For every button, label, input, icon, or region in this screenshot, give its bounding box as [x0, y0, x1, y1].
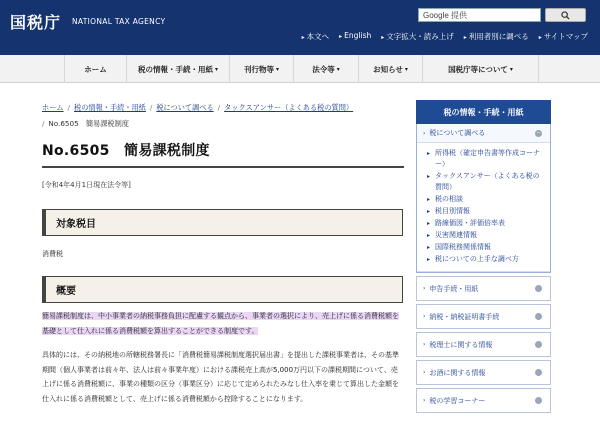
- util-link-skip[interactable]: ▸ 本文へ: [301, 32, 330, 41]
- chevron-down-icon: ▾: [404, 65, 408, 73]
- site-logo-en: NATIONAL TAX AGENCY: [72, 17, 166, 26]
- arrow-right-icon: ▸: [301, 34, 305, 41]
- arrow-right-icon: ▸: [381, 34, 385, 41]
- util-link-sitemap[interactable]: ▸ サイトマップ: [538, 32, 588, 41]
- nav-home[interactable]: ホーム: [65, 55, 127, 83]
- expand-icon[interactable]: [535, 285, 542, 292]
- as-of-date: [令和4年4月1日現在法令等]: [42, 181, 131, 189]
- collapse-icon[interactable]: −: [536, 130, 541, 136]
- search-placeholder: Google 提供: [423, 10, 468, 20]
- sidebar-item-liquor[interactable]: › お酒に関する情報: [416, 360, 551, 385]
- chevron-right-icon: ›: [423, 285, 426, 292]
- site-logo[interactable]: 国税庁: [10, 13, 62, 32]
- arrow-right-icon: ▸: [339, 33, 343, 40]
- sidebar-item-research[interactable]: › 税について調べる −: [417, 124, 550, 143]
- chevron-right-icon: ›: [423, 129, 426, 137]
- overview-body: 具体的には、その納税地の所轄税務署長に「消費税簡易課税制度選択届出書」を提出した課税事業者は、その基準期間（個人事業者は前々年、法人は前々事業年度）における課税売上高が5,000万円以下の課税期間について、売上げに係る消費税額に、事業の種類の区分（事業区分）に応じて定められたみなし仕入率を乗じて算出した金額を仕入れに係る消費税額として、売上げに係る消費税額から控除することになります。: [42, 351, 399, 403]
- search-button[interactable]: [545, 8, 586, 22]
- search-icon: [561, 11, 570, 20]
- chevron-right-icon: ›: [423, 369, 426, 376]
- title-divider: [42, 166, 404, 168]
- site-header: [0, 0, 600, 55]
- sidebar-sub-item[interactable]: ▸ 所得税（確定申告書等作成コーナー）: [427, 148, 542, 170]
- expand-icon[interactable]: [535, 313, 542, 320]
- utility-links: [302, 31, 588, 42]
- nav-laws[interactable]: 法令等 ▾: [294, 55, 359, 83]
- sidebar: [416, 100, 551, 413]
- chevron-right-icon: ›: [423, 397, 426, 404]
- expand-icon[interactable]: [535, 341, 542, 348]
- sidebar-sub-item[interactable]: ▸ 税目別情報: [427, 206, 542, 217]
- breadcrumb-home[interactable]: ホーム: [42, 103, 64, 112]
- breadcrumb-tax-answer[interactable]: タックスアンサー（よくある税の質問）: [224, 103, 354, 112]
- arrow-right-icon: ▸: [463, 34, 467, 41]
- nav-tax-info[interactable]: 税の情報・手続・用紙 ▾: [127, 55, 230, 83]
- section-heading-overview: 概要: [42, 276, 403, 303]
- global-nav: [0, 55, 600, 83]
- sidebar-item-learning[interactable]: › 税の学習コーナー: [416, 388, 551, 413]
- expand-icon[interactable]: [535, 397, 542, 404]
- breadcrumb: ホーム / 税の情報・手続・用紙 / 税について調べる / タックスアンサー（よくある税の質問） / No.6505 簡易課税制度: [42, 103, 354, 128]
- sidebar-item-payment[interactable]: › 納税・納税証明書手続: [416, 304, 551, 329]
- util-link-by-user[interactable]: ▸ 利用者別に調べる: [463, 32, 529, 41]
- expand-icon[interactable]: [535, 369, 542, 376]
- chevron-right-icon: ›: [423, 341, 426, 348]
- sidebar-sub-item[interactable]: ▸ 国際税務関係情報: [427, 242, 542, 253]
- breadcrumb-research[interactable]: 税について調べる: [156, 103, 214, 112]
- sidebar-sub-list: [417, 143, 550, 272]
- nav-about[interactable]: 国税庁等について ▾: [423, 55, 539, 83]
- sidebar-title: 税の情報・手続・用紙: [416, 100, 551, 124]
- arrow-right-icon: ▸: [538, 34, 542, 41]
- nav-news[interactable]: お知らせ ▾: [359, 55, 423, 83]
- util-link-english[interactable]: ▸ English: [339, 31, 372, 40]
- section-heading-target-tax: 対象税目: [42, 209, 403, 236]
- sidebar-item-filing[interactable]: › 申告手続・用紙: [416, 276, 551, 301]
- sidebar-item-tax-accountant[interactable]: › 税理士に関する情報: [416, 332, 551, 357]
- sidebar-sub-item[interactable]: ▸ 税についての上手な調べ方: [427, 254, 542, 265]
- sidebar-sub-item[interactable]: ▸ 路線価図・評価倍率表: [427, 218, 542, 229]
- breadcrumb-tax-info[interactable]: 税の情報・手続・用紙: [74, 103, 146, 112]
- target-tax-text: 消費税: [42, 250, 63, 258]
- nav-publications[interactable]: 刊行物等 ▾: [230, 55, 294, 83]
- chevron-down-icon: ▾: [336, 65, 340, 73]
- chevron-down-icon: ▾: [509, 65, 513, 73]
- breadcrumb-current: No.6505 簡易課税制度: [48, 119, 129, 128]
- sidebar-sub-item[interactable]: ▸ 税の相談: [427, 194, 542, 205]
- sidebar-sub-item[interactable]: ▸ タックスアンサー（よくある税の質問）: [427, 171, 542, 193]
- sidebar-sub-item[interactable]: ▸ 災害関連情報: [427, 230, 542, 241]
- search-input[interactable]: [418, 8, 541, 22]
- overview-highlight: 簡易課税制度は、中小事業者の納税事務負担に配慮する観点から、事業者の選択により、売上げに係る消費税額を基礎として仕入れに係る消費税額を算出することができる制度です。: [42, 312, 399, 335]
- chevron-down-icon: ▾: [275, 65, 279, 73]
- chevron-down-icon: ▾: [214, 65, 218, 73]
- page-title: No.6505 簡易課税制度: [42, 143, 210, 159]
- util-link-text-size[interactable]: ▸ 文字拡大・読み上げ: [381, 32, 454, 41]
- chevron-right-icon: ›: [423, 313, 426, 320]
